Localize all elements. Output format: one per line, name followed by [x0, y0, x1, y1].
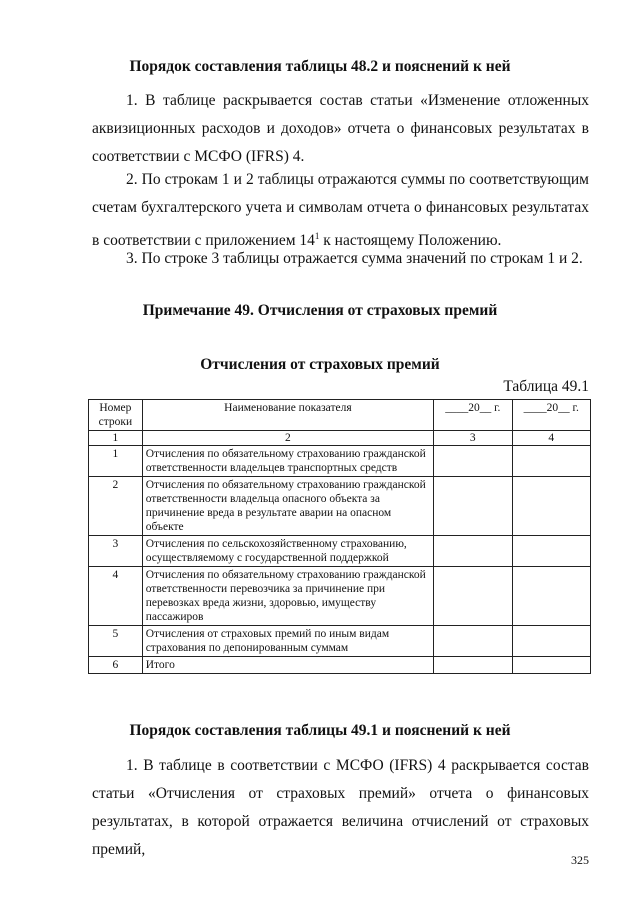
- row-value-year-2: [512, 657, 590, 674]
- row-number: 3: [89, 536, 143, 567]
- table-row: [89, 626, 591, 657]
- row-value-year-1: [434, 536, 512, 567]
- row-number: 1: [89, 446, 143, 477]
- table-row-total: [89, 657, 591, 674]
- header-indicator-name: Наименование показателя: [142, 400, 433, 431]
- row-value-year-1: [434, 446, 512, 477]
- header-year-1: ____20__ г.: [434, 400, 512, 431]
- row-number: 2: [89, 477, 143, 536]
- footnote-superscript: 1: [314, 231, 320, 241]
- header-row-number: Номер строки: [89, 400, 143, 431]
- paragraph-2: [92, 166, 589, 255]
- paragraph-1: [92, 87, 589, 171]
- table-caption: Таблица 49.1: [503, 378, 589, 395]
- paragraph-4: [92, 752, 589, 864]
- row-value-year-1: [434, 657, 512, 674]
- paragraph-2-text: 2. По строкам 1 и 2 таблицы отражаются суммы по соответствующим счетам бухгалтерского учета и символам отчета о финансовых результатах в соответствии с приложением 14: [92, 171, 589, 250]
- row-value-year-2: [512, 536, 590, 567]
- table-row: [89, 446, 591, 477]
- row-value-year-2: [512, 446, 590, 477]
- row-value-year-2: [512, 626, 590, 657]
- row-name: Отчисления от страховых премий по иным видам страхования по депонированным суммам: [142, 626, 433, 657]
- column-number: 3: [434, 431, 512, 446]
- row-value-year-1: [434, 626, 512, 657]
- table-row: [89, 567, 591, 626]
- paragraph-3: [92, 245, 589, 273]
- row-name: Отчисления по обязательному страхованию гражданской ответственности владельца опасного объекта за причинение вреда в результате аварии на опасном объекте: [142, 477, 433, 536]
- page-number: 325: [571, 853, 589, 867]
- row-number: 4: [89, 567, 143, 626]
- note-49-heading: Примечание 49. Отчисления от страховых премий: [142, 302, 498, 319]
- row-number: 5: [89, 626, 143, 657]
- section-heading-48-2: Порядок составления таблицы 48.2 и пояснений к ней: [129, 58, 511, 75]
- table-row: [89, 477, 591, 536]
- header-year-2: ____20__ г.: [512, 400, 590, 431]
- row-name: Итого: [142, 657, 433, 674]
- deductions-table: [88, 399, 591, 674]
- table-row: [89, 536, 591, 567]
- paragraph-2-tail: к настоящему Положению.: [319, 232, 502, 250]
- table-title: Отчисления от страховых премий: [200, 356, 440, 373]
- column-number: 4: [512, 431, 590, 446]
- row-name: Отчисления по обязательному страхованию гражданской ответственности владельцев транспортных средств: [142, 446, 433, 477]
- row-value-year-2: [512, 567, 590, 626]
- column-number-row: [89, 431, 591, 446]
- paragraph-1-text: 1. В таблице раскрывается состав статьи «Изменение отложенных аквизиционных расходов и доходов» отчета о финансовых результатах в соответствии с МСФО (IFRS) 4.: [92, 92, 589, 165]
- column-number: 1: [89, 431, 143, 446]
- section-heading-49-1: Порядок составления таблицы 49.1 и пояснений к ней: [129, 722, 511, 739]
- paragraph-3-text: 3. По строке 3 таблицы отражается сумма значений по строкам 1 и 2.: [126, 250, 583, 267]
- row-value-year-1: [434, 567, 512, 626]
- row-value-year-2: [512, 477, 590, 536]
- row-number: 6: [89, 657, 143, 674]
- row-name: Отчисления по обязательному страхованию гражданской ответственности перевозчика за причинение при перевозках вреда жизни, здоровью, имуществу пассажиров: [142, 567, 433, 626]
- column-number: 2: [142, 431, 433, 446]
- row-name: Отчисления по сельскохозяйственному страхованию, осуществляемому с государственной поддержкой: [142, 536, 433, 567]
- paragraph-4-text: 1. В таблице в соответствии с МСФО (IFRS) 4 раскрывается состав статьи «Отчисления от страховых премий» отчета о финансовых результатах, в которой отражается величина отчислений от страховых премий,: [92, 757, 589, 858]
- row-value-year-1: [434, 477, 512, 536]
- table-header-row: [89, 400, 591, 431]
